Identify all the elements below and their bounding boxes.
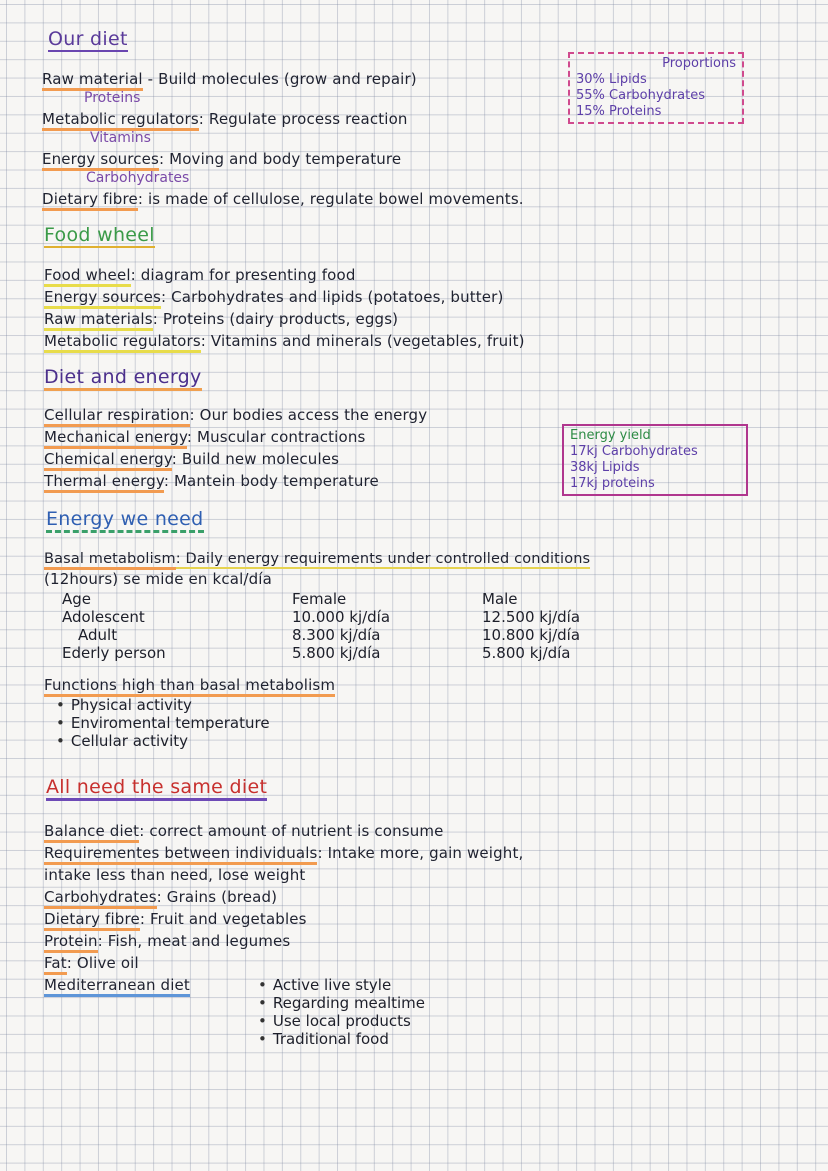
- label-fw-energy: Energy sources: [44, 288, 161, 309]
- proportions-box: [568, 52, 744, 124]
- proportion-item: 15% Proteins: [576, 104, 662, 119]
- line-protein: [44, 932, 290, 950]
- line-fw-energy: [44, 288, 504, 306]
- line-metabolic-regulators: [42, 110, 408, 128]
- label-fw-raw: Raw materials: [44, 310, 153, 331]
- line-raw-material: [42, 70, 417, 88]
- list-item: • Use local products: [258, 1012, 425, 1030]
- line-energy-sources: [42, 150, 401, 168]
- label-dietary-fibre-2: Dietary fibre: [44, 910, 140, 931]
- table-row: [62, 644, 642, 662]
- heading-energy-we-need: Energy we need: [46, 508, 204, 533]
- sub-vitamins: Vitamins: [90, 130, 151, 146]
- table-cell: 10.000 kj/día: [292, 608, 391, 626]
- table-row: [62, 608, 642, 626]
- sub-carbohydrates: Carbohydrates: [86, 170, 190, 186]
- text-fat: : Olive oil: [66, 954, 139, 972]
- line-requirements: [44, 844, 523, 862]
- text-basal-metabolism: : Daily energy requirements under controlled conditions: [175, 551, 591, 567]
- text-mechanical-energy: : Muscular contractions: [186, 428, 366, 446]
- proportion-item: 55% Carbohydrates: [576, 88, 705, 103]
- text-cellular-respiration: : Our bodies access the energy: [189, 406, 428, 424]
- text-raw-material: - Build molecules (grow and repair): [142, 70, 417, 88]
- line-functions: [44, 676, 335, 694]
- text-requirements: : Intake more, gain weight,: [317, 844, 524, 862]
- line-basal-units: (12hours) se mide en kcal/día: [44, 570, 272, 588]
- energy-yield-box: [562, 424, 748, 496]
- label-cellular-respiration: Cellular respiration: [44, 406, 190, 427]
- line-intake-less: intake less than need, lose weight: [44, 866, 306, 884]
- energy-yield-item: 17kj Carbohydrates: [570, 444, 698, 459]
- label-basal-metabolism: Basal metabolism: [44, 551, 176, 570]
- list-item: • Regarding mealtime: [258, 994, 425, 1012]
- table-header-row: [62, 590, 642, 608]
- table-cell: Adult: [78, 626, 118, 644]
- text-fw-energy: : Carbohydrates and lipids (potatoes, butter): [161, 288, 504, 306]
- proportions-title: Proportions: [662, 56, 736, 71]
- label-mediterranean: Mediterranean diet: [44, 976, 190, 997]
- table-row: [62, 626, 642, 644]
- label-requirements: Requirementes between individuals: [44, 844, 317, 865]
- label-protein: Protein: [44, 932, 98, 953]
- line-basal-metabolism: [44, 550, 590, 568]
- line-dietary-fibre-2: [44, 910, 307, 928]
- table-header-age: Age: [62, 590, 92, 608]
- label-dietary-fibre: Dietary fibre: [42, 190, 138, 211]
- list-item: • Traditional food: [258, 1030, 425, 1048]
- text-chemical-energy: : Build new molecules: [171, 450, 340, 468]
- heading-diet-energy: Diet and energy: [44, 366, 202, 391]
- energy-yield-item: 17kj proteins: [570, 476, 655, 491]
- heading-our-diet: Our diet: [48, 28, 128, 50]
- text-energy-sources: : Moving and body temperature: [159, 150, 402, 168]
- label-thermal-energy: Thermal energy: [44, 472, 164, 493]
- table-cell: 5.800 kj/día: [482, 644, 571, 662]
- table-cell: 5.800 kj/día: [292, 644, 381, 662]
- proportion-item: 30% Lipids: [576, 72, 647, 87]
- label-metabolic-regulators: Metabolic regulators: [42, 110, 199, 131]
- table-cell: Ederly person: [62, 644, 166, 662]
- energy-yield-title: Energy yield: [570, 428, 651, 443]
- line-mediterranean: [44, 976, 190, 994]
- text-food-wheel: : diagram for presenting food: [130, 266, 356, 284]
- text-dietary-fibre-2: : Fruit and vegetables: [139, 910, 307, 928]
- label-carbohydrates: Carbohydrates: [44, 888, 157, 909]
- table-cell: 12.500 kj/día: [482, 608, 581, 626]
- list-item: • Enviromental temperature: [56, 714, 270, 732]
- line-food-wheel: [44, 266, 356, 284]
- table-cell: 8.300 kj/día: [292, 626, 381, 644]
- mediterranean-list: [258, 976, 425, 1048]
- line-mechanical-energy: [44, 428, 365, 446]
- text-metabolic-regulators: : Regulate process reaction: [198, 110, 408, 128]
- label-raw-material: Raw material: [42, 70, 143, 91]
- label-fw-meta: Metabolic regulators: [44, 332, 201, 353]
- text-protein: : Fish, meat and legumes: [97, 932, 291, 950]
- line-cellular-respiration: [44, 406, 427, 424]
- label-mechanical-energy: Mechanical energy: [44, 428, 187, 449]
- label-balance-diet: Balance diet: [44, 822, 139, 843]
- table-header-male: Male: [482, 590, 518, 608]
- energy-yield-item: 38kj Lipids: [570, 460, 640, 475]
- text-carbohydrates: : Grains (bread): [156, 888, 278, 906]
- text-thermal-energy: : Mantein body temperature: [163, 472, 379, 490]
- list-item: • Active live style: [258, 976, 425, 994]
- sub-proteins: Proteins: [84, 90, 141, 106]
- line-fat: [44, 954, 139, 972]
- label-functions: Functions high than basal metabolism: [44, 676, 335, 697]
- heading-same-diet: All need the same diet: [46, 776, 267, 801]
- text-balance-diet: : correct amount of nutrient is consume: [139, 822, 444, 840]
- heading-food-wheel: Food wheel: [44, 224, 155, 246]
- line-fw-raw: [44, 310, 398, 328]
- text-fw-raw: : Proteins (dairy products, eggs): [152, 310, 399, 328]
- energy-table: [62, 590, 642, 662]
- list-item: • Physical activity: [56, 696, 270, 714]
- text-fw-meta: : Vitamins and minerals (vegetables, fruit): [200, 332, 525, 350]
- label-food-wheel: Food wheel: [44, 266, 131, 287]
- table-cell: Adolescent: [62, 608, 145, 626]
- table-header-female: Female: [292, 590, 347, 608]
- line-carbohydrates: [44, 888, 277, 906]
- table-cell: 10.800 kj/día: [482, 626, 581, 644]
- line-balance-diet: [44, 822, 444, 840]
- label-fat: Fat: [44, 954, 67, 975]
- functions-list: [56, 696, 270, 750]
- line-fw-meta: [44, 332, 525, 350]
- list-item: • Cellular activity: [56, 732, 270, 750]
- line-dietary-fibre: [42, 190, 524, 208]
- label-energy-sources: Energy sources: [42, 150, 159, 171]
- line-thermal-energy: [44, 472, 379, 490]
- text-dietary-fibre: : is made of cellulose, regulate bowel movements.: [137, 190, 524, 208]
- label-chemical-energy: Chemical energy: [44, 450, 172, 471]
- line-chemical-energy: [44, 450, 339, 468]
